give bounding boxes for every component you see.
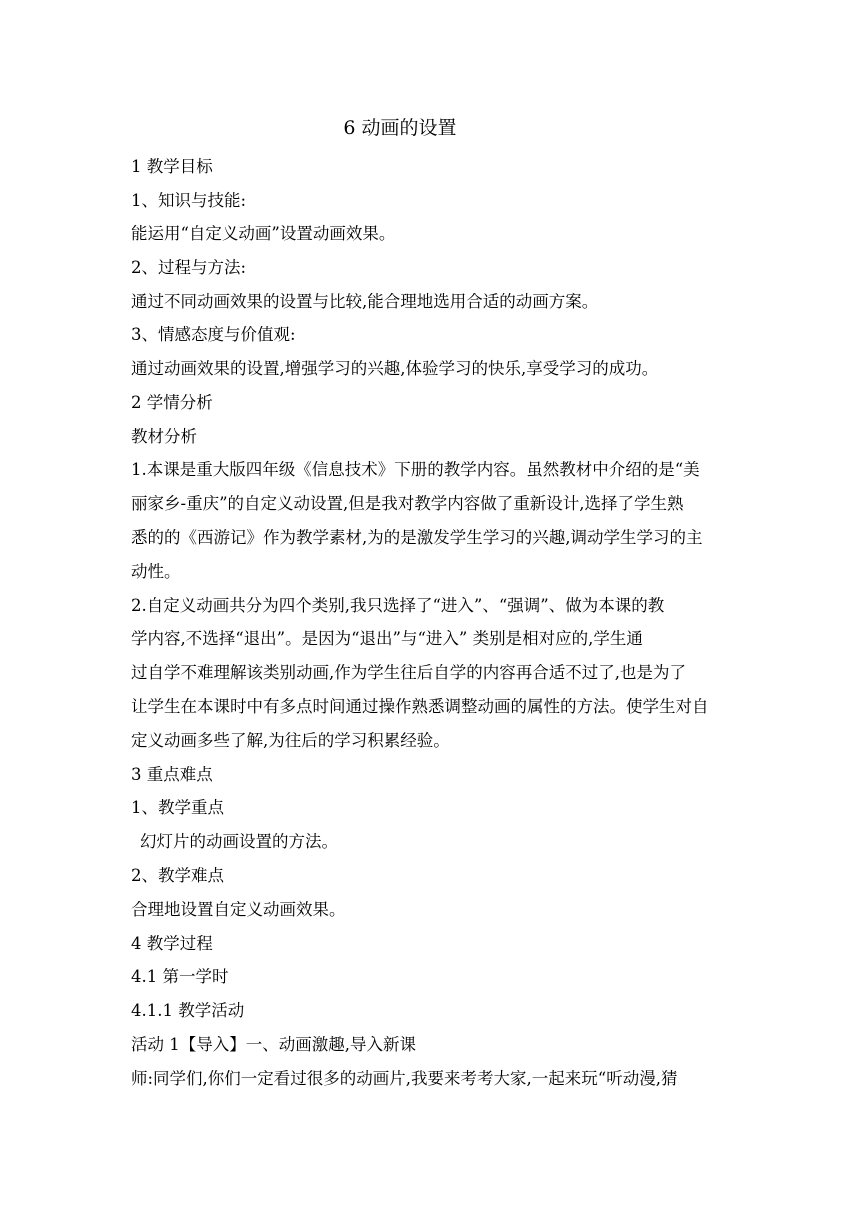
paragraph-line: 丽家乡-重庆”的自定义动设置,但是我对教学内容做了重新设计,选择了学生熟 — [131, 494, 684, 513]
subheading-material-analysis: 教材分析 — [131, 427, 197, 446]
subheading-knowledge-skills: 1、知识与技能: — [131, 191, 247, 210]
paragraph-line: 合理地设置自定义动画效果。 — [131, 900, 346, 919]
subheading-teaching-focus: 1、教学重点 — [131, 798, 224, 817]
paragraph-line: 定义动画多些了解,为往后的学习积累经验。 — [131, 731, 450, 750]
subheading-teaching-difficulty: 2、教学难点 — [131, 866, 224, 885]
paragraph-line: 通过动画效果的设置,增强学习的兴趣,体验学习的快乐,享受学习的成功。 — [131, 359, 659, 378]
paragraph-line: 2.自定义动画共分为四个类别,我只选择了“进入”、“强调”、做为本课的教 — [131, 596, 665, 615]
paragraph-line: 悉的的《西游记》作为教学素材,为的是激发学生学习的兴趣,调动学生学习的主 — [131, 528, 703, 547]
subheading-first-period: 4.1 第一学时 — [131, 967, 229, 986]
section-heading-key-points: 3 重点难点 — [131, 765, 213, 784]
paragraph-line: 1.本课是重大版四年级《信息技术》下册的教学内容。虽然教材中介绍的是“美 — [131, 460, 700, 479]
subheading-teaching-activity: 4.1.1 教学活动 — [131, 1001, 245, 1020]
activity-heading: 活动 1【导入】一、动画激趣,导入新课 — [131, 1035, 416, 1054]
section-heading-student-analysis: 2 学情分析 — [131, 393, 213, 412]
paragraph-line: 能运用“自定义动画”设置动画效果。 — [131, 224, 396, 243]
paragraph-line: 幻灯片的动画设置的方法。 — [140, 832, 338, 851]
paragraph-line: 通过不同动画效果的设置与比较,能合理地选用合适的动画方案。 — [131, 292, 599, 311]
paragraph-line: 动性。 — [131, 562, 181, 581]
paragraph-line: 师:同学们,你们一定看过很多的动画片,我要来考考大家,一起来玩“听动漫,猜 — [131, 1069, 678, 1088]
document-title: 6 动画的设置 — [343, 117, 457, 139]
section-heading-teaching-process: 4 教学过程 — [131, 934, 213, 953]
subheading-process-method: 2、过程与方法: — [131, 258, 247, 277]
paragraph-line: 过自学不难理解该类别动画,作为学生往后自学的内容再合适不过了,也是为了 — [131, 663, 686, 682]
paragraph-line: 学内容,不选择“退出”。是因为“退出”与“进入” 类别是相对应的,学生通 — [131, 629, 643, 648]
subheading-attitude-values: 3、情感态度与价值观: — [131, 325, 296, 344]
paragraph-line: 让学生在本课时中有多点时间通过操作熟悉调整动画的属性的方法。使学生对自 — [131, 697, 709, 716]
section-heading-teaching-goals: 1 教学目标 — [131, 157, 213, 176]
